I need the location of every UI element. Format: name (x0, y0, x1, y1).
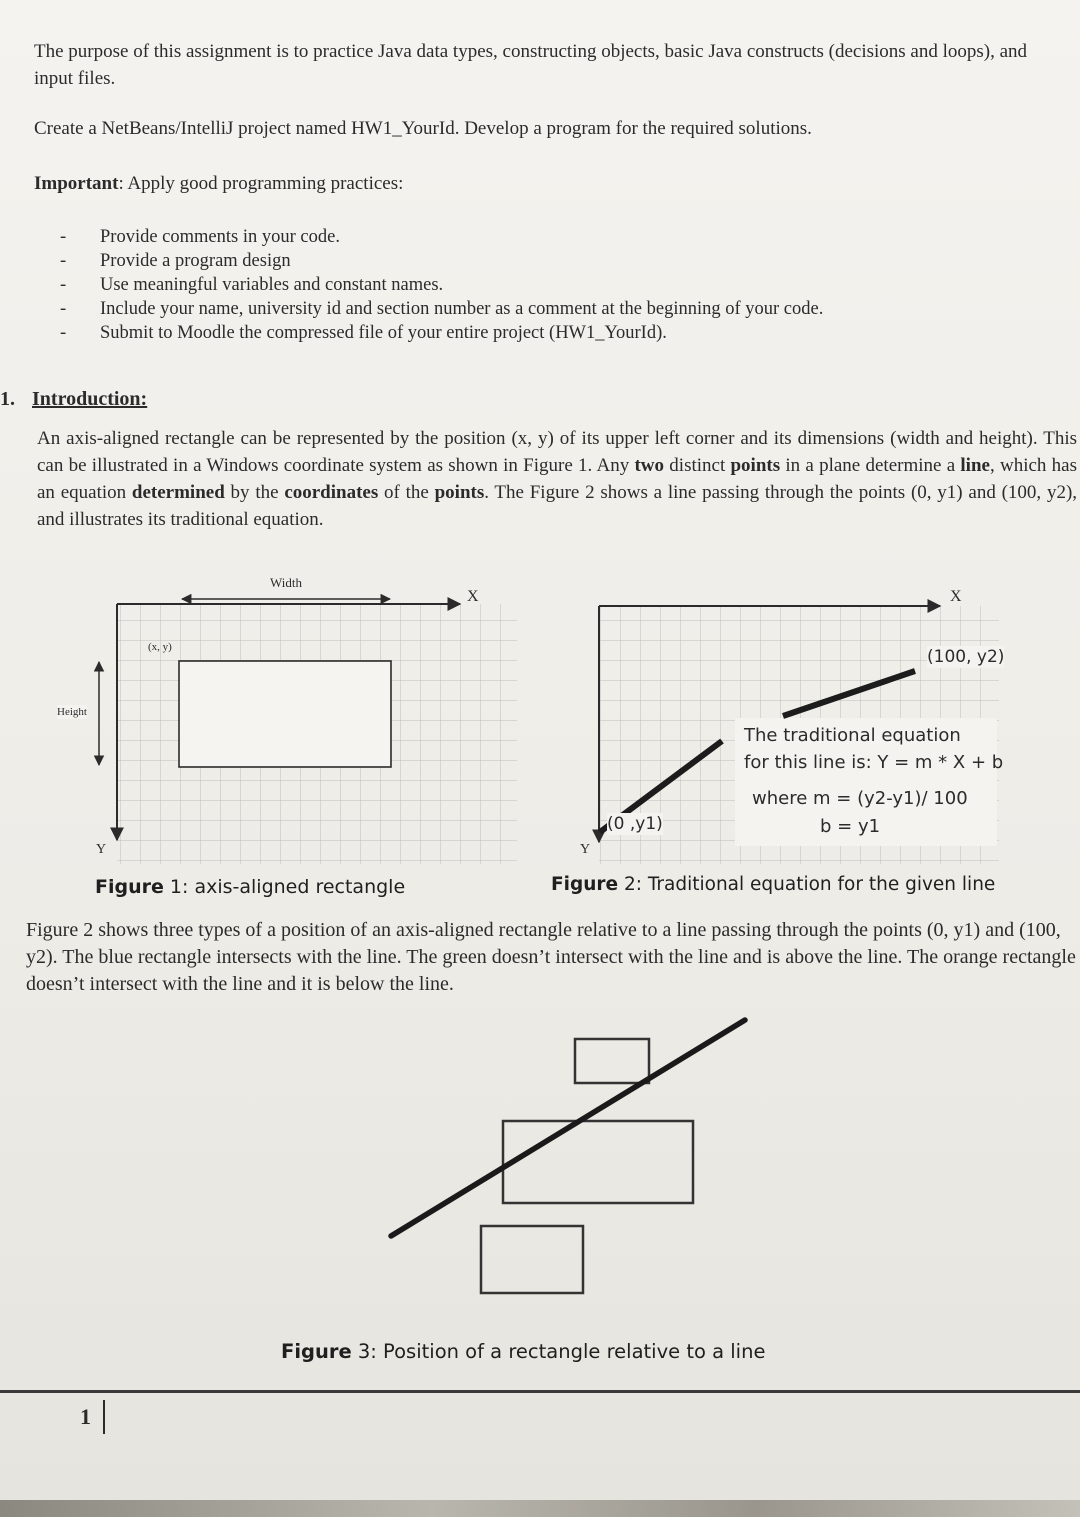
intro-text: , which has an equation (37, 455, 1077, 503)
create-paragraph: Create a NetBeans/IntelliJ project named HW1_YourId. Develop a program for the required solutions. (34, 118, 812, 139)
intro-bold: points (434, 482, 485, 503)
list-item-text: Use meaningful variables and constant names. (100, 275, 444, 295)
intro-bold: line (960, 455, 990, 476)
figure-1-x-label: X (467, 588, 479, 605)
figure-2-y-label: Y (580, 842, 591, 857)
caption-bold: Figure (95, 876, 164, 898)
intro-text: by the (224, 482, 285, 503)
equation-line-2: for this line is: Y = m * X + b (744, 752, 1004, 773)
footer-rule (0, 1390, 1080, 1393)
intro-bold: points (730, 455, 781, 476)
list-item-text: Provide comments in your code. (100, 227, 340, 247)
intro-text: in a plane determine a (780, 455, 961, 476)
intro-text: of the (378, 482, 435, 503)
section-title: Introduction: (32, 388, 148, 410)
height-label: Height (57, 706, 87, 718)
caption-text: 1: axis-aligned rectangle (163, 876, 406, 898)
bullet-marker: - (60, 275, 67, 295)
section-number: 1. (0, 388, 15, 410)
important-label: Important (34, 173, 119, 194)
intro-text: . The Figure 2 shows a line passing through the points (0, y1) and (100, y2), and illustrates its traditional equation. (37, 482, 1078, 530)
intro-bold: coordinates (284, 482, 379, 503)
caption-bold: Figure (551, 874, 619, 895)
list-item-text: Submit to Moodle the compressed file of your entire project (HW1_YourId). (100, 323, 667, 343)
purpose-paragraph: The purpose of this assignment is to practice Java data types, constructing objects, basic Java constructs (decisions and loops), and input files. (34, 41, 1028, 89)
figure-3-paragraph: Figure 2 shows three types of a position of an axis-aligned rectangle relative to a line passing through the points (0, y1) and (100, y2). The blue rectangle intersects with the line. The green doesn’t intersect with the line and is above the line. The orange rectangle doesn’t intersect with the line and it is below the line. (26, 919, 1076, 995)
intro-text: An axis-aligned rectangle can be represented by the position (x, y) of its upper left corner and its dimensions (width and height). This can be illustrated in a Windows coordinate system as shown in Figure 1. Any (37, 428, 1077, 476)
important-text: : Apply good programming practices: (118, 173, 404, 194)
intro-bold: determined (131, 482, 225, 503)
figure-2-x-label: X (950, 588, 962, 605)
list-item-text: Provide a program design (100, 251, 291, 271)
green-rectangle-above (575, 1039, 649, 1083)
bullet-marker: - (60, 251, 67, 271)
list-item-text: Include your name, university id and section number as a comment at the beginning of your code. (100, 299, 824, 319)
intro-bold: two (634, 455, 665, 476)
caption-bold: Figure (281, 1340, 352, 1363)
page-number: 1 (80, 1404, 91, 1429)
figure-1-y-label: Y (96, 842, 107, 857)
figure-3-caption (281, 1340, 765, 1363)
page-number-divider (103, 1400, 105, 1434)
equation-line-3: where m = (y2-y1)/ 100 (752, 788, 968, 809)
orange-rectangle-below (481, 1226, 583, 1293)
bullet-marker: - (60, 323, 67, 343)
equation-line-4: b = y1 (820, 816, 881, 837)
bullet-marker: - (60, 299, 67, 319)
bullet-marker: - (60, 227, 67, 247)
equation-line-1: The traditional equation (744, 725, 961, 746)
intro-text: distinct (664, 455, 731, 476)
caption-text: 3: Position of a rectangle relative to a line (351, 1340, 766, 1363)
point-1-label: (0 ,y1) (607, 814, 663, 834)
width-label: Width (270, 575, 302, 590)
blue-rectangle-intersecting (503, 1121, 693, 1203)
caption-text: 2: Traditional equation for the given line (618, 874, 996, 895)
point-2-label: (100, y2) (927, 647, 1005, 667)
corner-label: (x, y) (148, 641, 172, 653)
